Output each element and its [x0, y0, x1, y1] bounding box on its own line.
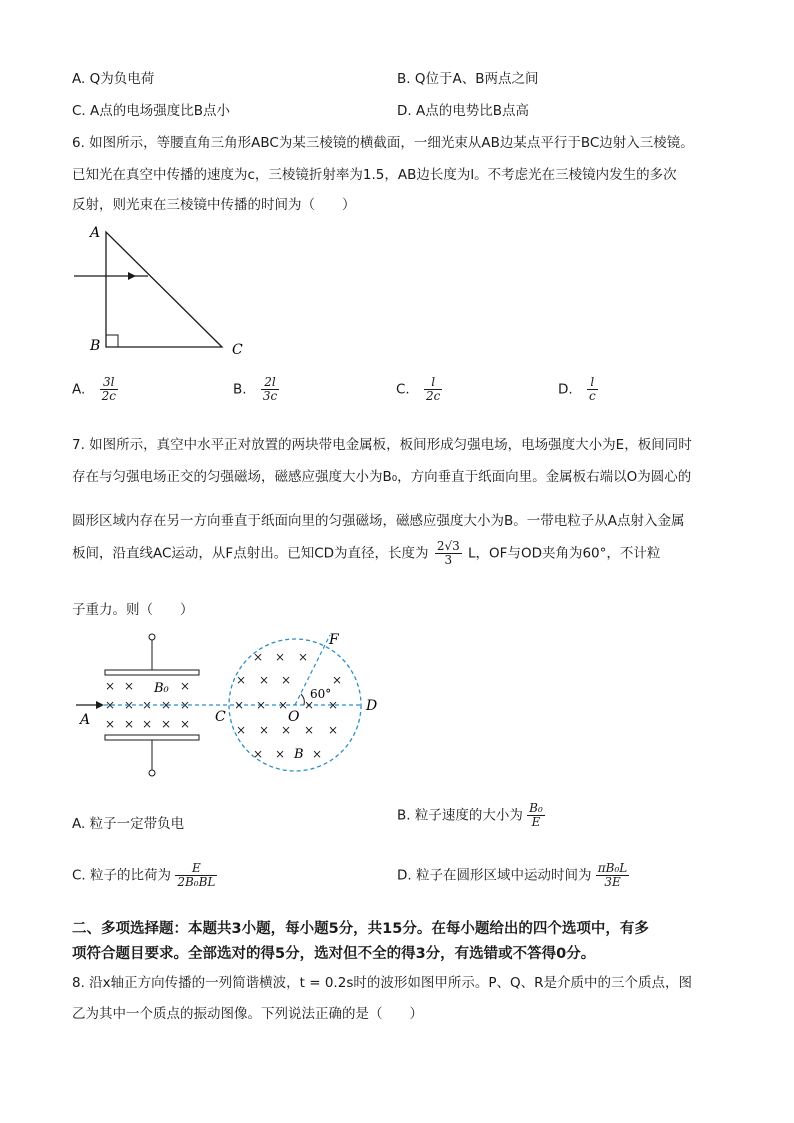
- q6-stem-line1: 6. 如图所示，等腰直角三角形ABC为某三棱镜的横截面，一细光束从AB边某点平行于BC边射入三棱镜。: [72, 135, 694, 151]
- field-cross: ×: [304, 723, 315, 737]
- plate-cross: ×: [142, 698, 153, 712]
- label-c: C: [232, 342, 243, 358]
- label-b: B: [294, 747, 304, 762]
- field-cross: ×: [278, 698, 289, 712]
- field-cross: ×: [328, 698, 339, 712]
- field-cross: ×: [332, 673, 343, 687]
- section2-heading-line1: 二、多项选择题：本题共3小题，每小题5分，共15分。在每小题给出的四个选项中，有多: [72, 921, 649, 937]
- plate-cross: ×: [124, 679, 135, 693]
- q5-option-a: A. Q为负电荷: [72, 71, 155, 87]
- field-cross: ×: [281, 723, 292, 737]
- plate-cross: ×: [180, 717, 191, 731]
- q6-option-b: B. $\frac{2l}{3c}$: [233, 375, 278, 404]
- plate-cross: ×: [105, 679, 116, 693]
- q7-stem-line5: 子重力。则（ ）: [72, 602, 194, 618]
- q7-stem-line2: 存在与匀强电场正交的匀强磁场，磁感应强度大小为B₀，方向垂直于纸面向里。金属板右端以O为圆心的: [72, 469, 692, 485]
- q8-stem-line1: 8. 沿x轴正方向传播的一列简谐横波，t = 0.2s时的波形如图甲所示。P、Q、R是介质中的三个质点，图: [72, 975, 692, 991]
- plate-cross: ×: [180, 679, 191, 693]
- field-cross: ×: [275, 650, 286, 664]
- q7-option-c: C. 粒子的比荷为 $\frac{E}{\text{2B₀BL}}$: [72, 861, 216, 890]
- angle-label: 60°: [310, 687, 332, 701]
- q7-option-d: D. 粒子在圆形区域中运动时间为 $\frac{\text{πB₀L}}{3E}$: [397, 861, 628, 890]
- plate-cross: ×: [142, 717, 153, 731]
- incoming-arrow-icon: [96, 701, 104, 709]
- q7-stem-line3: 圆形区域内存在另一方向垂直于纸面向里的匀强磁场，磁感应强度大小为B。一带电粒子从A点射入金属: [72, 513, 685, 529]
- plate-cross: ×: [124, 717, 135, 731]
- bottom-plate: [105, 735, 199, 740]
- q6-option-d: D. $\frac{l}{c}$: [558, 375, 596, 404]
- section2-heading-line2: 项符合题目要求。全部选对的得5分，选对但不全的得3分，有选错或不答得0分。: [72, 946, 596, 962]
- label-c: C: [215, 709, 226, 725]
- q5-option-c: C. A点的电场强度比B点小: [72, 103, 231, 119]
- plate-cross: ×: [161, 717, 172, 731]
- field-cross: ×: [259, 673, 270, 687]
- label-a: A: [80, 712, 91, 728]
- q6-option-a: A. $\frac{3l}{2c}$: [72, 375, 116, 404]
- label-f: F: [329, 632, 339, 648]
- q6-stem-line2: 已知光在真空中传播的速度为c，三棱镜折射率为1.5，AB边长度为l。不考虑光在三棱镜内发生的多次: [72, 167, 677, 183]
- field-cross: ×: [298, 650, 309, 664]
- q8-stem-line2: 乙为其中一个质点的振动图像。下列说法正确的是（ ）: [72, 1006, 423, 1022]
- field-cross: ×: [236, 723, 247, 737]
- label-d: D: [366, 698, 378, 714]
- label-a: A: [90, 225, 101, 241]
- field-cross: ×: [253, 650, 264, 664]
- label-b0: B₀: [154, 681, 169, 696]
- plate-cross: ×: [161, 698, 172, 712]
- q7-stem-line4: 板间，沿直线AC运动，从F点射出。已知CD为直径，长度为 $\frac{2√3}{3}$ L，OF与OD夹角为60°，不计粒: [72, 539, 661, 568]
- field-cross: ×: [275, 747, 286, 761]
- plate-cross: ×: [105, 717, 116, 731]
- field-cross: ×: [281, 673, 292, 687]
- top-plate: [105, 670, 199, 675]
- field-cross: ×: [256, 698, 267, 712]
- field-cross: ×: [253, 747, 264, 761]
- plate-cross: ×: [105, 698, 116, 712]
- prism-triangle: [106, 232, 222, 347]
- field-cross: ×: [236, 673, 247, 687]
- plate-cross: ×: [180, 698, 191, 712]
- prism-figure: [70, 222, 260, 362]
- q6-option-c: C. $\frac{l}{2c}$: [396, 375, 441, 404]
- bottom-terminal: [149, 770, 155, 776]
- q5-option-d: D. A点的电势比B点高: [397, 103, 529, 119]
- field-cross: ×: [328, 723, 339, 737]
- label-b: B: [90, 338, 101, 354]
- top-terminal: [149, 634, 155, 640]
- q7-option-b: B. 粒子速度的大小为 $\frac{\text{B₀}}{E}$: [397, 801, 543, 830]
- field-cross: ×: [234, 698, 245, 712]
- field-cross: ×: [304, 698, 315, 712]
- q7-stem-line1: 7. 如图所示，真空中水平正对放置的两块带电金属板，板间形成匀强电场，电场强度大小为E，板间同时: [72, 437, 692, 453]
- q5-option-b: B. Q位于A、B两点之间: [397, 71, 539, 87]
- field-cross: ×: [312, 747, 323, 761]
- field-cross: ×: [259, 723, 270, 737]
- q6-stem-line3: 反射，则光束在三棱镜中传播的时间为（ ）: [72, 197, 356, 213]
- label-o: O: [288, 709, 300, 725]
- q7-option-a: A. 粒子一定带负电: [72, 816, 185, 832]
- ray-arrow-icon: [128, 272, 136, 280]
- field-figure: [70, 628, 390, 778]
- right-angle-mark: [106, 335, 118, 347]
- plate-cross: ×: [124, 698, 135, 712]
